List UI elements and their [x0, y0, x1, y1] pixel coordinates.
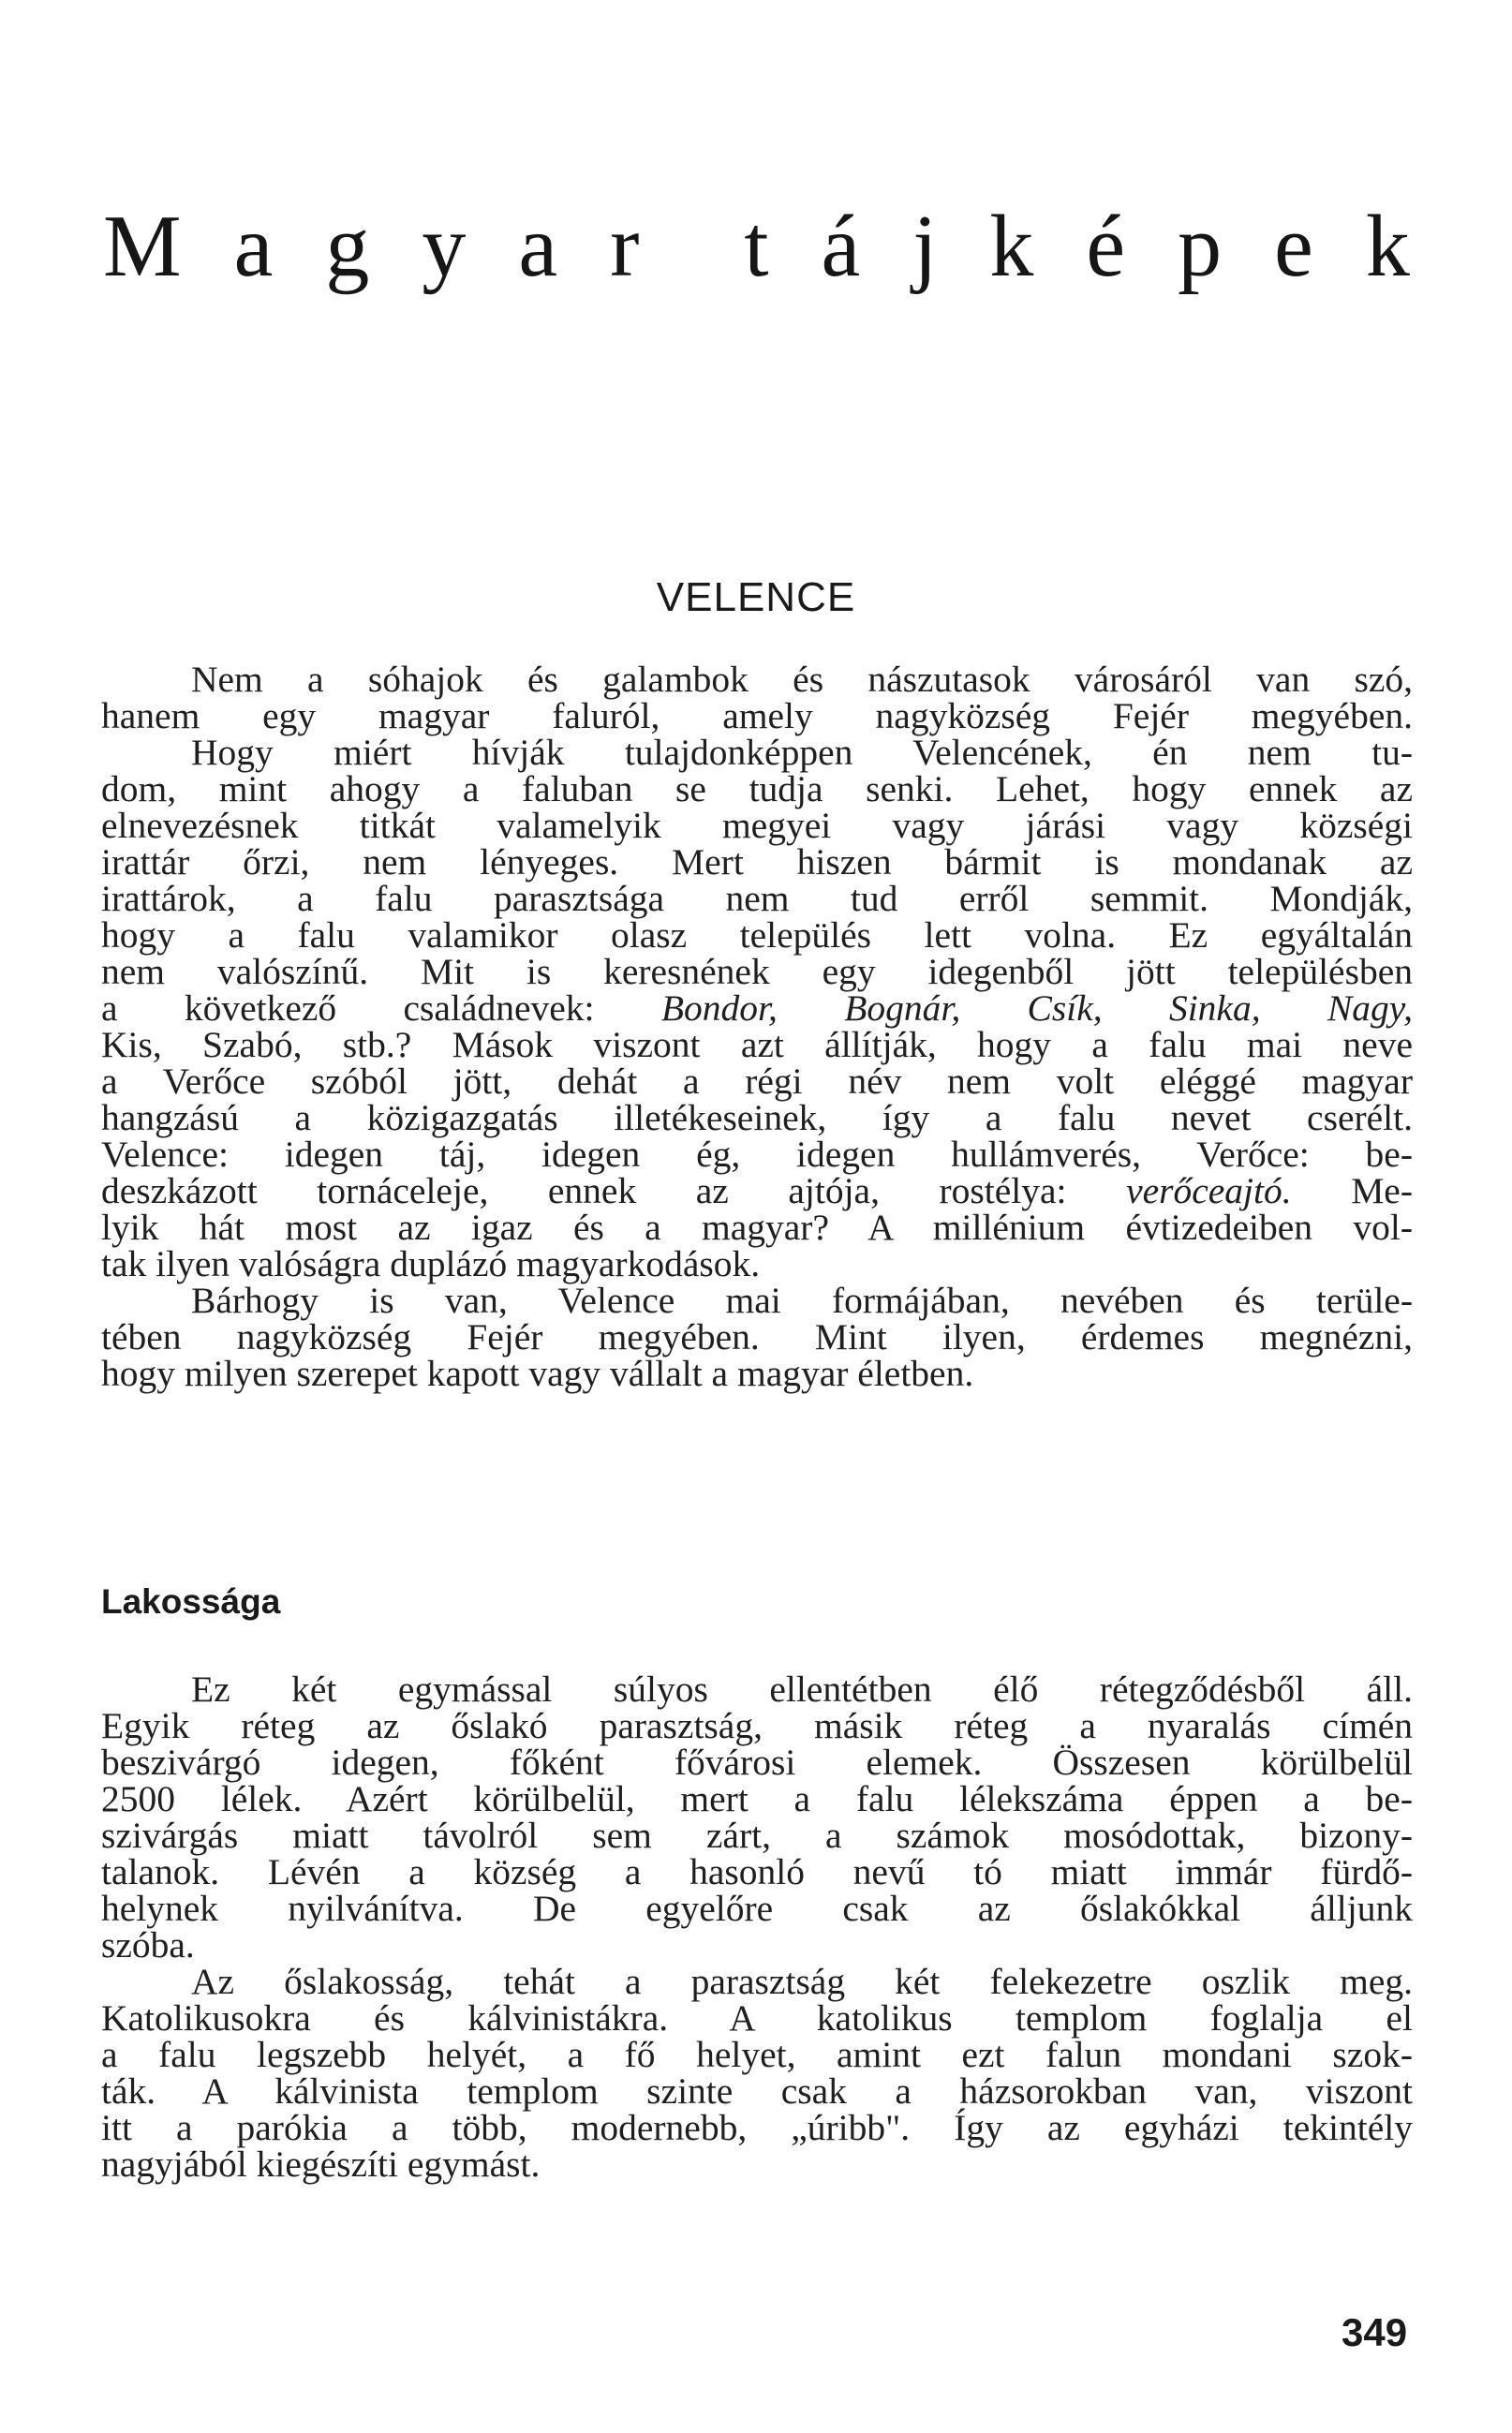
text-line: irattár őrzi, nem lényeges. Mert hiszen bármit is mondanak az — [101, 841, 1413, 883]
text-line: Bárhogy is van, Velence mai formájában, nevében és terüle- — [191, 1280, 1413, 1321]
text-line: helynek nyilvánítva. De egyelőre csak az őslakókkal álljunk — [101, 1888, 1413, 1929]
text-line: Hogy miért hívják tulajdonképpen Velencének, én nem tu- — [191, 732, 1413, 773]
text-line: Velence: idegen táj, idegen ég, idegen hullámverés, Verőce: be- — [101, 1134, 1413, 1175]
header-letter: e — [1274, 198, 1313, 295]
running-header — [103, 195, 1410, 298]
text-line: itt a parókia a több, modernebb, „úribb". Így az egyházi tekintély — [101, 2107, 1413, 2148]
header-letter: k — [989, 198, 1034, 295]
text-line-segment: a következő családnevek: — [101, 987, 595, 1029]
veroce-door-term: verőceajtó. — [1126, 1170, 1292, 1211]
header-letter: M — [103, 198, 182, 295]
text-line — [101, 987, 1413, 1029]
text-line: Egyik réteg az őslakó parasztság, másik réteg a nyaralás címén — [101, 1705, 1413, 1746]
text-line: hogy a falu valamikor olasz település lett volna. Ez egyáltalán — [101, 914, 1413, 956]
text-line: Ez két egymással súlyos ellentétben élő rétegződésből áll. — [191, 1669, 1413, 1710]
text-line: hangzású a közigazgatás illetékeseinek, így a falu nevet cserélt. — [101, 1097, 1413, 1138]
text-line: irattárok, a falu parasztsága nem tud erről semmit. Mondják, — [101, 878, 1413, 919]
header-letter: y — [422, 198, 467, 295]
text-line: Nem a sóhajok és galambok és nászutasok városáról van szó, — [191, 659, 1413, 700]
header-letter: a — [518, 198, 558, 295]
text-line: talanok. Lévén a község a hasonló nevű tó miatt immár fürdő- — [101, 1851, 1413, 1892]
text-line: Az őslakosság, tehát a parasztság két felekezetre oszlik meg. — [191, 1961, 1413, 2002]
text-line — [101, 1170, 1413, 1211]
section-title: VELENCE — [656, 574, 856, 620]
text-line: tében nagyközség Fejér megyében. Mint ilyen, érdemes megnézni, — [101, 1316, 1413, 1357]
text-line: a falu legszebb helyét, a fő helyet, amint ezt falun mondani szok- — [101, 2034, 1413, 2075]
header-letter: á — [821, 198, 861, 295]
text-line: lyik hát most az igaz és a magyar? A millénium évtizedeiben vol- — [101, 1207, 1413, 1248]
text-line: elnevezésnek titkát valamelyik megyei vagy járási vagy községi — [101, 805, 1413, 846]
text-line: szivárgás miatt távolról sem zárt, a számok mosódottak, bizony- — [101, 1815, 1413, 1856]
text-line: ták. A kálvinista templom szinte csak a házsorokban van, viszont — [101, 2070, 1413, 2112]
header-letter: t — [744, 198, 769, 295]
page-number: 349 — [1342, 2310, 1408, 2354]
text-line: hogy milyen szerepet kapott vagy vállalt a magyar életben. — [101, 1353, 974, 1394]
text-line: tak ilyen valóságra duplázó magyarkodások. — [101, 1243, 761, 1284]
family-names: Bondor, Bognár, Csík, Sinka, Nagy, — [660, 987, 1413, 1029]
text-line: nagyjából kiegészíti egymást. — [101, 2144, 541, 2185]
header-letter: p — [1178, 198, 1223, 295]
intro-text — [101, 661, 1413, 1392]
text-line: hanem egy magyar faluról, amely nagyközség Fejér megyében. — [101, 695, 1413, 736]
text-line: Kis, Szabó, stb.? Mások viszont azt állítják, hogy a falu mai neve — [101, 1024, 1413, 1065]
text-line-segment: Me- — [1351, 1170, 1413, 1211]
header-letter: j — [912, 198, 938, 295]
text-line: nem valószínű. Mit is keresnének egy idegenből jött településben — [101, 951, 1413, 992]
lakossag-text — [101, 1671, 1413, 2183]
text-line: beszivárgó idegen, főként fővárosi elemek. Összesen körülbelül — [101, 1742, 1413, 1783]
text-line: 2500 lélek. Azért körülbelül, mert a falu lélekszáma éppen a be- — [101, 1778, 1413, 1819]
header-letter: r — [610, 198, 640, 295]
text-line: Katolikusokra és kálvinistákra. A katolikus templom foglalja el — [101, 1997, 1413, 2039]
header-letter: k — [1365, 198, 1410, 295]
header-letter: é — [1086, 198, 1126, 295]
text-line: a Verőce szóból jött, dehát a régi név nem volt eléggé magyar — [101, 1061, 1413, 1102]
text-line: szóba. — [101, 1924, 195, 1966]
text-line: dom, mint ahogy a faluban se tudja senki. Lehet, hogy ennek az — [101, 768, 1413, 809]
header-letter: g — [325, 198, 370, 295]
text-line-segment: deszkázott tornáceleje, ennek az ajtója, rostélya: — [101, 1170, 1067, 1211]
subheading-lakossaga: Lakossága — [101, 1582, 281, 1621]
header-letter: a — [233, 198, 274, 295]
